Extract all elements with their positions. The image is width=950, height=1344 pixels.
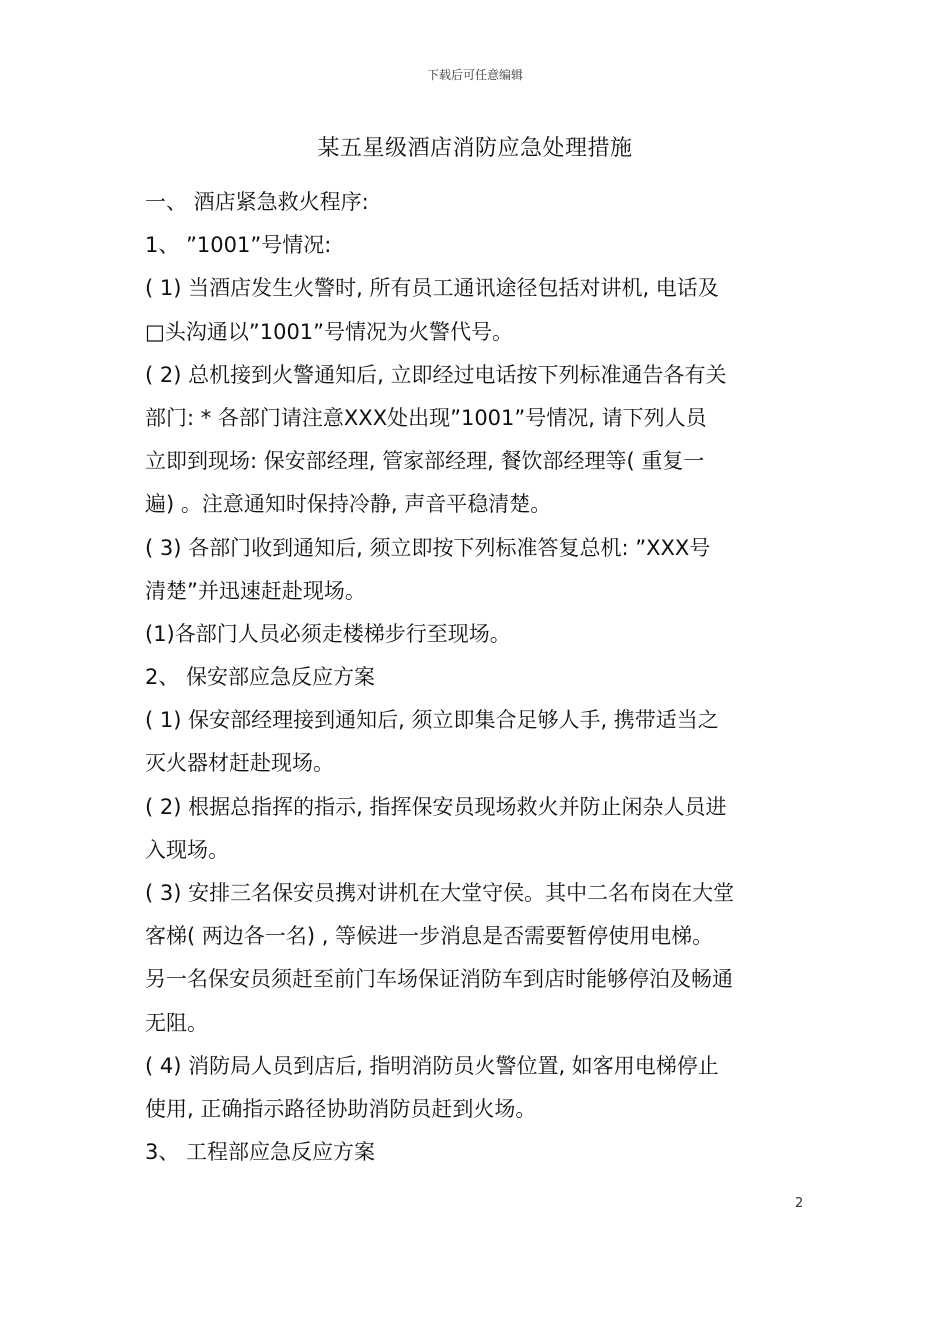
body-line: 清楚”并迅速赶赴现场。 bbox=[145, 578, 366, 603]
body-line: ( 3) 各部门收到通知后, 须立即按下列标准答复总机: ”XXX号 bbox=[145, 535, 711, 560]
document-body bbox=[145, 181, 807, 1174]
header-note: 下载后可任意编辑 bbox=[426, 68, 523, 82]
document-title: 某五星级酒店消防应急处理措施 bbox=[317, 136, 633, 161]
body-line: 客梯( 两边各一名) , 等候进一步消息是否需要暂停使用电梯。 bbox=[145, 924, 714, 949]
body-line: 使用, 正确指示路径协助消防员赶到火场。 bbox=[145, 1096, 537, 1121]
body-line: ( 1) 当酒店发生火警时, 所有员工通讯途径包括对讲机, 电话及 bbox=[145, 276, 719, 301]
body-line: 遍) 。注意通知时保持冷静, 声音平稳清楚。 bbox=[145, 492, 552, 517]
body-line: 立即到现场: 保安部经理, 管家部经理, 餐饮部经理等( 重复一 bbox=[145, 449, 705, 474]
body-line: 另一名保安员须赶至前门车场保证消防车到店时能够停泊及畅通 bbox=[145, 967, 733, 992]
body-line: 一、 酒店紧急救火程序: bbox=[145, 190, 369, 214]
body-line: (1)各部门人员必须走楼梯步行至现场。 bbox=[145, 621, 511, 646]
body-line: 2、 保安部应急反应方案 bbox=[145, 665, 376, 690]
body-line: ( 1) 保安部经理接到通知后, 须立即集合足够人手, 携带适当之 bbox=[145, 708, 719, 733]
body-line: ( 2) 根据总指挥的指示, 指挥保安员现场救火并防止闲杂人员进 bbox=[145, 794, 727, 819]
page-number: 2 bbox=[795, 1196, 804, 1211]
body-line: ( 4) 消防局人员到店后, 指明消防员火警位置, 如客用电梯停止 bbox=[145, 1053, 719, 1078]
body-line: 无阻。 bbox=[145, 1010, 208, 1035]
body-line: 3、 工程部应急反应方案 bbox=[145, 1140, 376, 1165]
body-line: ( 3) 安排三名保安员携对讲机在大堂守侯。其中二名布岗在大堂 bbox=[145, 881, 735, 905]
body-line: □头沟通以”1001”号情况为火警代号。 bbox=[145, 319, 514, 344]
body-line: ( 2) 总机接到火警通知后, 立即经过电话按下列标准通告各有关 bbox=[145, 362, 727, 387]
body-line: 1、 ”1001”号情况: bbox=[145, 233, 332, 258]
body-line: 部门: * 各部门请注意XXX处出现”1001”号情况, 请下列人员 bbox=[145, 405, 707, 430]
body-line: 灭火器材赶赴现场。 bbox=[145, 751, 334, 776]
body-line: 入现场。 bbox=[145, 837, 229, 862]
